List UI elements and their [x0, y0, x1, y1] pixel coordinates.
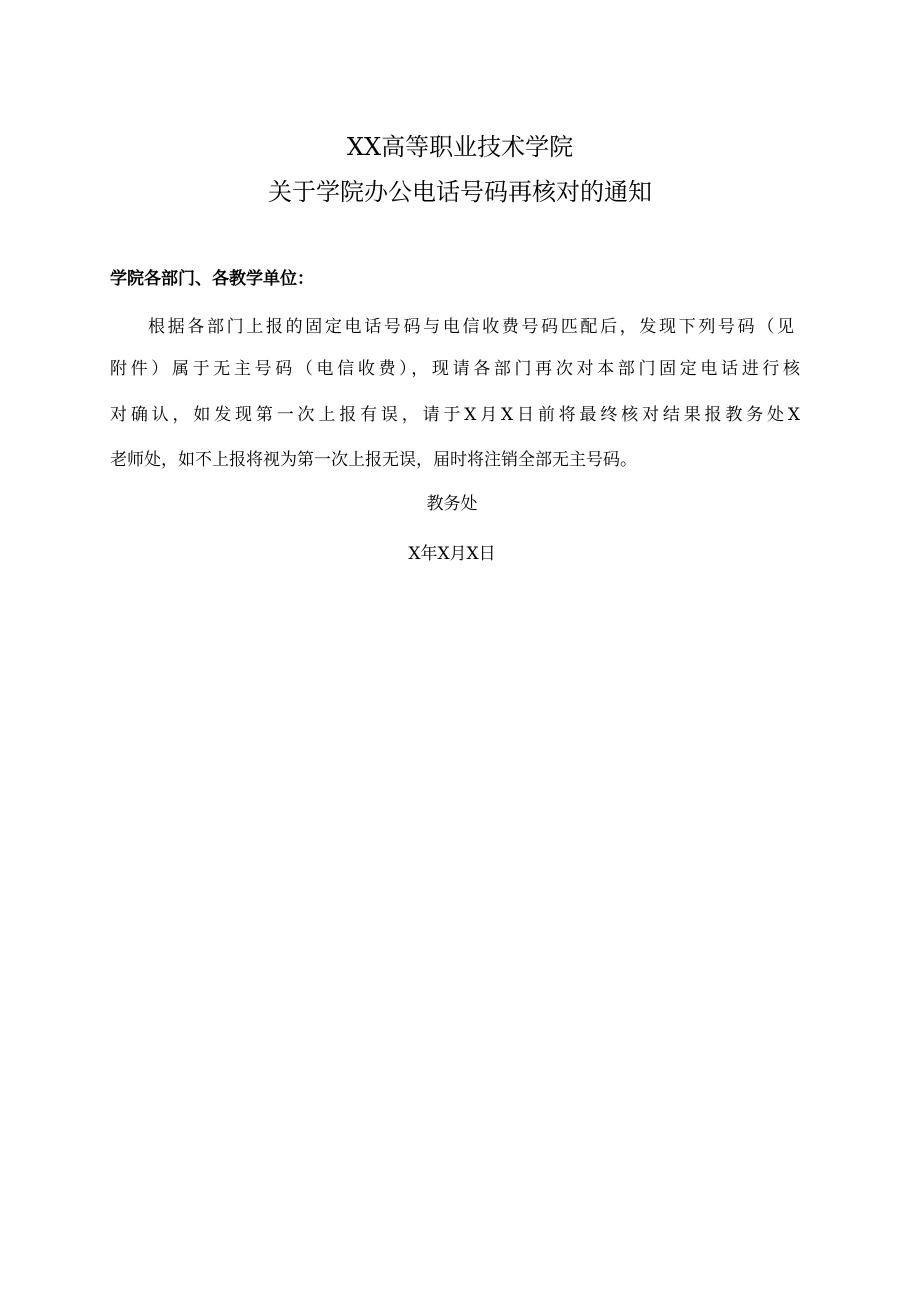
document-title-institution: XX高等职业技术学院 [346, 133, 574, 161]
body-paragraph-line-4: 老师处，如不上报将视为第一次上报无误，届时将注销全部无主号码。 [110, 450, 637, 470]
body-paragraph-line-1: 根据各部门上报的固定电话号码与电信收费号码匹配后，发现下列号码（见 [148, 317, 794, 337]
body-paragraph-line-2: 附件）属于无主号码（电信收费），现请各部门再次对本部门固定电话进行核 [110, 359, 800, 379]
salutation: 学院各部门、各教学单位： [110, 269, 314, 289]
signature-date: X年X月X日 [408, 544, 496, 564]
signature-office: 教务处 [426, 494, 478, 514]
document-title-notice: 关于学院办公电话号码再核对的通知 [268, 178, 652, 206]
body-paragraph-line-3: 对确认，如发现第一次上报有误，请于X月X日前将最终核对结果报教务处X [110, 405, 800, 425]
